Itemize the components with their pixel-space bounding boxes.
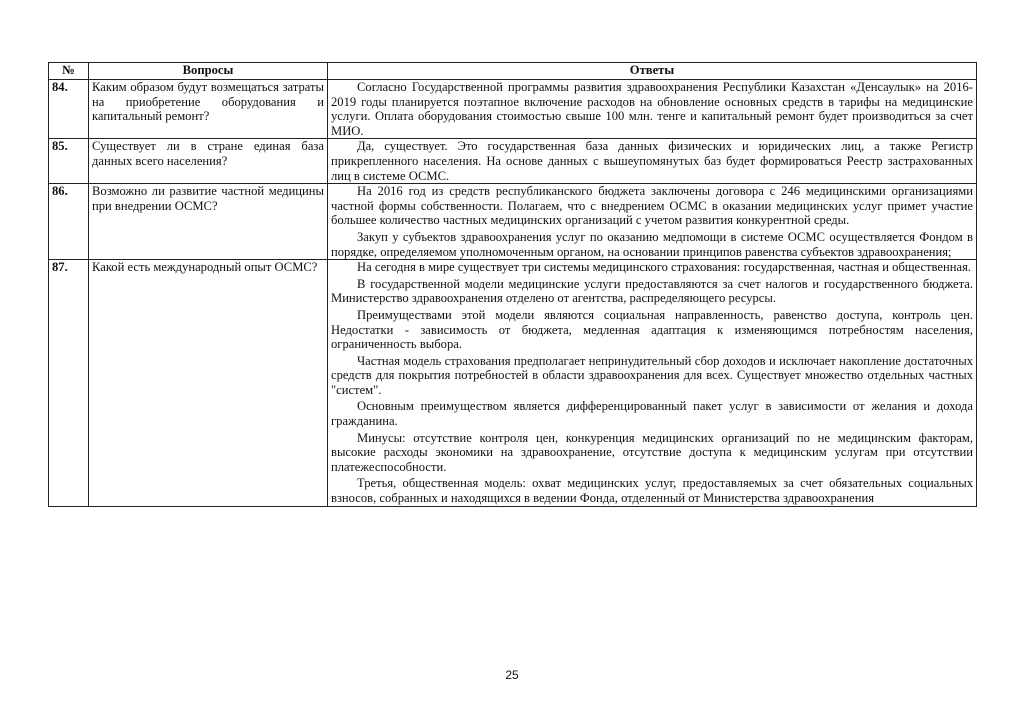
header-questions: Вопросы <box>89 63 328 80</box>
answer-cell <box>328 184 977 260</box>
answer-paragraph: Да, существует. Это государственная база данных физических и юридических лиц, а также Регистр прикрепленного населения. На основе данных с вышеупомянутых баз будет формироваться Реестр застрахованных лиц в системе ОСМС. <box>331 139 973 183</box>
answer-paragraph: Преимуществами этой модели являются социальная направленность, равенство доступа, контроль цен. Недостатки - зависимость от бюджета, медленная адаптация к изменяющимся потребностям населения, ограниченность выбора. <box>331 307 973 352</box>
answer-paragraph: Третья, общественная модель: охват медицинских услуг, предоставляемых за счет обязательных социальных взносов, собранных и находящихся в ведении Фонда, отделенный от Министерства здравоохранения <box>331 476 973 506</box>
answer-cell <box>328 139 977 184</box>
answer-cell <box>328 80 977 139</box>
table-row <box>49 139 977 184</box>
answer-paragraph: Основным преимуществом является дифференцированный пакет услуг в зависимости от желания и дохода гражданина. <box>331 399 973 429</box>
answer-paragraph: Закуп у субъектов здравоохранения услуг по оказанию медпомощи в системе ОСМС осуществляется Фондом в порядке, определяемом уполномоченным органом, на основании принципов равенства субъектов здравоохранения; <box>331 229 973 259</box>
answer-paragraph: На сегодня в мире существует три системы медицинского страхования: государственная, частная и общественная. <box>357 260 972 275</box>
table-row <box>49 80 977 139</box>
row-number: 87. <box>49 260 89 507</box>
header-number: № <box>49 63 89 80</box>
table-header-row <box>49 63 977 80</box>
answer-cell <box>328 260 977 507</box>
page-number: 25 <box>505 668 519 682</box>
answer-paragraph: На 2016 год из средств республиканского бюджета заключены договора с 246 медицинскими организациями частной формы собственности. Полагаем, что с внедрением ОСМС в оказании медицинских услуг примет участие большее количество частных медицинских организаций с учетом развития конкурентной среды. <box>331 184 973 228</box>
answer-paragraph: Частная модель страхования предполагает непринудительный сбор доходов и исключает накопление достаточных средств для покрытия потребностей в области здравоохранения для всех. Существует множество отдельных частных "систем". <box>331 353 973 397</box>
header-answers: Ответы <box>328 63 977 80</box>
question-cell: Возможно ли развитие частной медицины при внедрении ОСМС? <box>89 184 328 260</box>
question-cell: Каким образом будут возмещаться затраты на приобретение оборудования и капитальный ремонт? <box>89 80 328 139</box>
answer-paragraph: Минусы: отсутствие контроля цен, конкуренция медицинских организаций по не медицинским факторам, высокие расходы экономики на здравоохранение, отсутствие доступа к медицинским услугам при отсутствии платежеспособности. <box>331 430 973 474</box>
row-number: 85. <box>49 139 89 184</box>
table-row <box>49 260 977 507</box>
answer-paragraph: В государственной модели медицинские услуги предоставляются за счет налогов и государственного бюджета. Министерство здравоохранения отделено от агентства, распределяющего ресурсы. <box>331 276 973 306</box>
table-row <box>49 184 977 260</box>
question-cell: Какой есть международный опыт ОСМС? <box>89 260 328 507</box>
row-number: 86. <box>49 184 89 260</box>
question-cell: Существует ли в стране единая база данных всего населения? <box>89 139 328 184</box>
qa-table <box>48 62 977 507</box>
answer-paragraph: Согласно Государственной программы развития здравоохранения Республики Казахстан «Денсаулык» на 2016-2019 годы планируется поэтапное включение расходов на обновление основных средств в тарифы на медицинские услуги. Оплата оборудования стоимостью свыше 100 млн. тенге и капитальный ремонт будет производиться за счет МИО. <box>331 80 973 138</box>
row-number: 84. <box>49 80 89 139</box>
